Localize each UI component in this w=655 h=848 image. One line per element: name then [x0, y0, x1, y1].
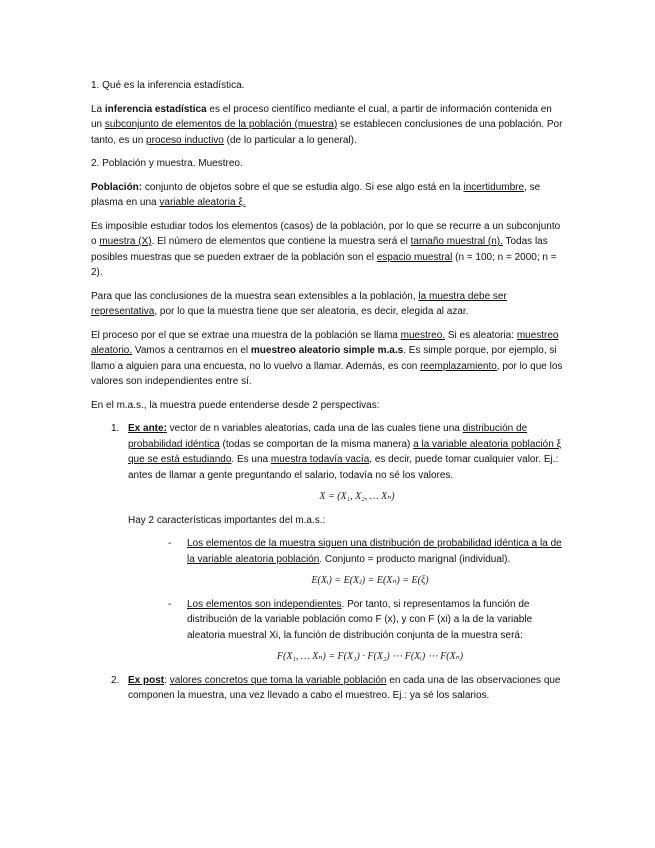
underlined-term: variable aleatoria ξ. — [159, 197, 246, 208]
paragraph-poblacion — [91, 180, 563, 211]
underlined-term: Los elementos son independientes — [187, 598, 342, 610]
dash-item-identica — [91, 536, 563, 567]
underlined-term: distribución de probabilidad idéntica — [128, 423, 528, 450]
list-item-ex-ante — [91, 421, 563, 483]
heading-poblacion: 2. Población y muestra. Muestreo. — [91, 158, 243, 169]
dash-item-independientes — [91, 597, 563, 644]
paragraph-muestra — [91, 219, 563, 281]
formula-distribucion-conjunta: F(X₁, … Xₙ) = F(X₁) · F(X₂) ⋯ F(Xᵢ) ⋯ F(Xₙ) — [276, 651, 464, 662]
formula-esperanza: E(Xᵢ) = E(Xⱼ) = E(Xₙ) = E(ξ) — [311, 575, 429, 586]
text: en cada una de las observaciones que componen la muestra, una vez llevado a cabo el muestreo. Ej.: ya sé los salarios. — [128, 674, 561, 701]
underlined-term: muestreo. — [400, 329, 446, 341]
formula-vector: X = (X₁, X₂, … Xₙ) — [319, 491, 395, 502]
bold-term: Ex ante: — [128, 423, 167, 434]
text: . Es simple porque, por ejemplo, si llamo a alguien para una encuesta, no lo vuelvo a llamar. Además, es con — [91, 345, 557, 372]
text: , se plasma en una — [91, 181, 541, 208]
list-number: 2. — [111, 674, 120, 686]
text: Vamos a centrarnos en el — [132, 345, 251, 356]
document-content — [91, 78, 563, 710]
paragraph-representativa — [91, 289, 563, 320]
paragraph-caracteristicas: Hay 2 características importantes del m.a.s.: — [128, 514, 326, 526]
text: . El número de elementos que contiene la muestra será el — [151, 236, 411, 247]
text: . Por tanto, si representamos la función de distribución de la variable población como F (x), y con F (xi) a la de la variable aleatoria muestral Xi, la función de distribución conjunta de la muestra será: — [187, 598, 533, 641]
underlined-term: incertidumbre — [463, 181, 525, 193]
text: vector de n variables aleatorias, cada una de las cuales tiene una — [166, 423, 463, 434]
dash-marker: - — [168, 598, 172, 610]
underlined-term: muestra todavía vacía — [270, 454, 370, 465]
text: (todas se comportan de la misma manera) — [219, 438, 414, 450]
underlined-term: muestra (X) — [99, 236, 152, 247]
dash-marker: - — [168, 538, 172, 549]
text: Si es aleatoria: — [445, 329, 517, 341]
bold-term: muestreo aleatorio simple m.a.s — [250, 345, 404, 356]
underlined-term: valores concretos que toma la variable población — [169, 674, 387, 686]
text: conjunto de objetos sobre el que se estudia algo. Si ese algo está en la — [142, 181, 464, 193]
text: se establecen conclusiones de una población. Por tanto, es un — [91, 119, 563, 146]
text: (de lo particular a lo general). — [223, 134, 357, 146]
text: , es decir, puede tomar cualquier valor. Ej.: antes de llamar a gente preguntando el salario, todavía no sé los valores. — [128, 454, 559, 481]
paragraph-inferencia — [91, 102, 563, 149]
underlined-term: a la variable aleatoria población ξ que se está estudiando — [128, 438, 562, 465]
list-item-ex-post — [91, 673, 563, 704]
text: El proceso por el que se extrae una muestra de la población se llama — [91, 329, 401, 341]
heading-inferencia: 1. Qué es la inferencia estadística. — [91, 80, 245, 91]
bold-term: Ex post — [128, 674, 165, 686]
text: es el proceso científico mediante el cual, a partir de información contenida en un — [91, 103, 552, 130]
underlined-term: proceso inductivo — [146, 134, 224, 146]
text: (n = 100; n = 2000; n = 2). — [91, 251, 557, 278]
text: Para que las conclusiones de la muestra sean extensibles a la población, — [91, 290, 419, 302]
text: : — [164, 674, 170, 686]
text: por lo que los valores son independientes entre sí. — [91, 360, 563, 387]
text: Todas las posibles muestras que se pueden extraer de la población son el — [91, 236, 548, 263]
underlined-term: subconjunto de elementos de la población (muestra) — [104, 119, 338, 130]
paragraph-muestreo — [91, 328, 563, 390]
bold-term: Población: — [91, 181, 143, 193]
underlined-term: espacio muestral — [376, 251, 453, 263]
bold-term: inferencia estadística — [104, 103, 207, 115]
paragraph-perspectivas: En el m.a.s., la muestra puede entenderse desde 2 perspectivas: — [91, 399, 380, 411]
text: . Conjunto = producto marignal (individual). — [319, 553, 511, 565]
text: La — [91, 103, 105, 115]
text: Es imposible estudiar todos los elementos (casos) de la población, por lo que se recurre a un subconjunto o — [91, 220, 561, 247]
underlined-term: reemplazamiento, — [420, 360, 500, 372]
list-number: 1. — [111, 423, 120, 434]
underlined-term: la muestra debe ser representativa — [91, 290, 507, 317]
underlined-term: muestreo aleatorio. — [91, 329, 559, 356]
underlined-term: Los elementos de la muestra siguen una distribución de probabilidad idéntica a la de la variable aleatoria población — [187, 538, 562, 565]
text: , por lo que la muestra tiene que ser aleatoria, es decir, elegida al azar. — [154, 306, 469, 317]
text: . Es una — [231, 454, 271, 465]
underlined-term: tamaño muestral (n). — [410, 236, 503, 247]
